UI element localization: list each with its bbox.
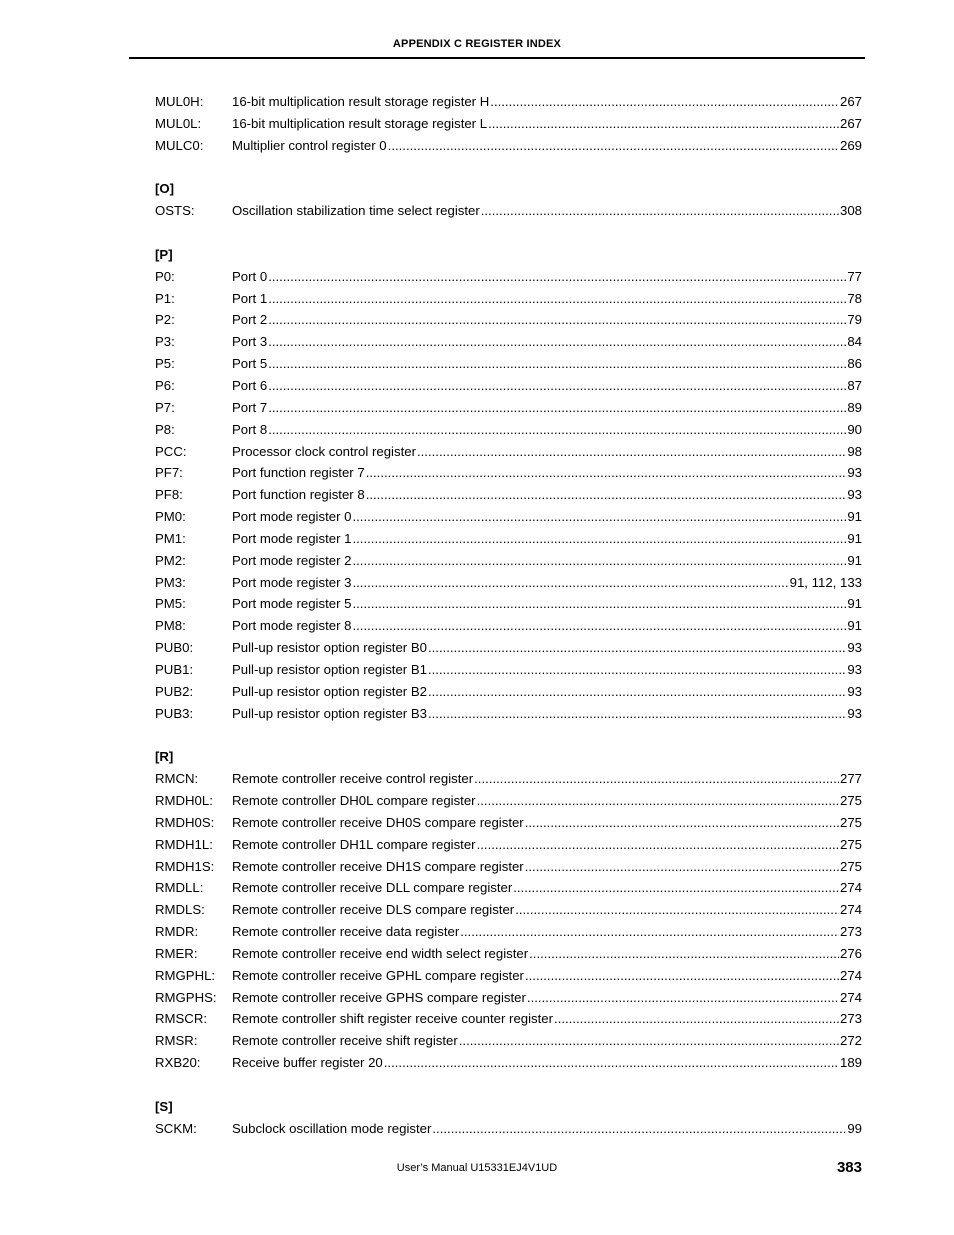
register-code: RMDLS: xyxy=(155,902,205,918)
index-entry xyxy=(155,987,862,1009)
register-description: Pull-up resistor option register B2 xyxy=(232,683,427,699)
section-gap xyxy=(155,724,862,746)
page-reference: 93 xyxy=(847,465,862,481)
page-reference: 93 xyxy=(847,705,862,721)
dot-leader xyxy=(268,309,846,331)
footer-manual-id: User’s Manual U15331EJ4V1UD xyxy=(396,1162,558,1174)
page-reference: 84 xyxy=(847,334,862,350)
register-code: MUL0L: xyxy=(155,115,202,131)
index-entry xyxy=(155,899,862,921)
dot-leader xyxy=(268,266,846,288)
index-entry xyxy=(155,135,862,157)
section-heading: [P] xyxy=(155,246,173,262)
register-code: RMDH1S: xyxy=(155,858,215,874)
register-code: P1: xyxy=(155,290,175,306)
section-gap xyxy=(155,222,862,244)
dot-leader xyxy=(525,965,839,987)
index-entry xyxy=(155,288,862,310)
register-description: Processor clock control register xyxy=(232,443,416,459)
dot-leader xyxy=(268,288,846,310)
page-reference: 274 xyxy=(839,967,862,983)
register-code: PF7: xyxy=(155,465,183,481)
page-reference: 87 xyxy=(847,377,862,393)
dot-leader xyxy=(268,353,846,375)
page-reference: 267 xyxy=(839,115,862,131)
section-heading: [S] xyxy=(155,1098,173,1114)
register-code: PUB1: xyxy=(155,661,194,677)
dot-leader xyxy=(352,572,788,594)
dot-leader xyxy=(268,375,846,397)
register-description: Remote controller receive DLS compare register xyxy=(232,902,515,918)
page-reference: 274 xyxy=(839,902,862,918)
register-description: 16-bit multiplication result storage register L xyxy=(232,115,488,131)
header-rule xyxy=(129,57,865,59)
register-description: Port 2 xyxy=(232,312,268,328)
register-code: RMDR: xyxy=(155,924,199,940)
page-reference: 78 xyxy=(847,290,862,306)
index-entry xyxy=(155,353,862,375)
register-code: RMSCR: xyxy=(155,1011,208,1027)
index-entry xyxy=(155,921,862,943)
register-code: P0: xyxy=(155,268,175,284)
register-description: Remote controller receive GPHS compare register xyxy=(232,989,526,1005)
register-description: Port mode register 0 xyxy=(232,509,352,525)
page-reference: 79 xyxy=(847,312,862,328)
dot-leader xyxy=(352,615,846,637)
register-description: Oscillation stabilization time select register xyxy=(232,203,480,219)
page-reference: 267 xyxy=(839,94,862,109)
index-entry xyxy=(155,572,862,594)
register-code: P5: xyxy=(155,356,175,372)
dot-leader xyxy=(388,135,839,157)
dot-leader xyxy=(527,987,839,1009)
register-code: PUB0: xyxy=(155,640,194,656)
register-description: Port mode register 8 xyxy=(232,618,352,634)
register-description: Remote controller DH0L compare register xyxy=(232,793,476,808)
register-description: Port 7 xyxy=(232,399,268,415)
register-code: PM3: xyxy=(155,574,186,590)
page-reference: 275 xyxy=(839,814,862,830)
dot-leader xyxy=(525,812,839,834)
dot-leader xyxy=(268,397,846,419)
register-description: Subclock oscillation mode register xyxy=(232,1120,432,1136)
dot-leader xyxy=(460,921,839,943)
register-code: SCKM: xyxy=(155,1120,197,1136)
register-code: RMSR: xyxy=(155,1033,198,1049)
register-description: Remote controller receive shift register xyxy=(232,1033,458,1049)
dot-leader xyxy=(474,768,839,790)
dot-leader xyxy=(477,790,839,812)
register-description: Port 1 xyxy=(232,290,268,306)
dot-leader xyxy=(352,550,846,572)
section-heading: [O] xyxy=(155,181,175,197)
register-description: Port mode register 3 xyxy=(232,574,352,590)
register-code: RMDLL: xyxy=(155,880,204,896)
dot-leader xyxy=(268,419,846,441)
register-description: Port 5 xyxy=(232,356,268,372)
register-code: RMGPHL: xyxy=(155,967,216,983)
dot-leader xyxy=(384,1052,839,1074)
register-description: Remote controller receive DLL compare register xyxy=(232,880,513,896)
dot-leader xyxy=(488,113,839,135)
index-entry xyxy=(155,375,862,397)
dot-leader xyxy=(481,200,839,222)
page-reference: 273 xyxy=(839,924,862,940)
page-reference: 91 xyxy=(847,618,862,634)
register-code: MULC0: xyxy=(155,137,204,153)
register-description: Port mode register 2 xyxy=(232,552,352,568)
page-reference: 77 xyxy=(847,268,862,284)
register-description: Remote controller receive end width select register xyxy=(232,945,529,961)
register-description: Port function register 8 xyxy=(232,487,365,503)
index-entry xyxy=(155,637,862,659)
register-code: PUB3: xyxy=(155,705,194,721)
register-code: PUB2: xyxy=(155,683,194,699)
page-reference: 91 xyxy=(847,530,862,546)
register-code: OSTS: xyxy=(155,203,195,219)
index-entry xyxy=(155,615,862,637)
dot-leader xyxy=(515,899,839,921)
register-code: P3: xyxy=(155,334,175,350)
dot-leader xyxy=(428,659,846,681)
section-heading: [R] xyxy=(155,749,174,765)
page-reference: 99 xyxy=(847,1120,862,1136)
page-reference: 93 xyxy=(847,487,862,503)
index-entry xyxy=(155,965,862,987)
index-entry xyxy=(155,506,862,528)
index-entry xyxy=(155,681,862,703)
dot-leader xyxy=(352,528,846,550)
index-entry xyxy=(155,397,862,419)
register-description: Port 3 xyxy=(232,334,268,350)
register-code: PCC: xyxy=(155,443,187,459)
register-code: RMGPHS: xyxy=(155,989,217,1005)
page-reference: 91, 112, 133 xyxy=(789,574,862,590)
index-entry xyxy=(155,593,862,615)
register-code: RMDH1L: xyxy=(155,836,213,852)
page-reference: 269 xyxy=(839,137,862,153)
register-code: RMER: xyxy=(155,945,198,961)
index-entry xyxy=(155,703,862,725)
dot-leader xyxy=(529,943,839,965)
register-code: P7: xyxy=(155,399,175,415)
index-entry xyxy=(155,462,862,484)
index-entry xyxy=(155,331,862,353)
page-reference: 274 xyxy=(839,880,862,896)
page-reference: 277 xyxy=(839,771,862,787)
footer-page-number: 383 xyxy=(836,1159,862,1176)
index-entry xyxy=(155,1008,862,1030)
index-entry xyxy=(155,441,862,463)
index-entry xyxy=(155,419,862,441)
dot-leader xyxy=(525,856,839,878)
dot-leader xyxy=(352,506,846,528)
dot-leader xyxy=(490,91,839,113)
dot-leader xyxy=(459,1030,839,1052)
dot-leader xyxy=(417,441,846,463)
page-header: APPENDIX C REGISTER INDEX xyxy=(392,38,562,50)
index-entry xyxy=(155,790,862,812)
register-description: Port mode register 1 xyxy=(232,530,352,546)
dot-leader xyxy=(366,484,847,506)
index-entry xyxy=(155,768,862,790)
index-entry xyxy=(155,91,862,113)
register-description: Pull-up resistor option register B3 xyxy=(232,705,427,721)
index-entry xyxy=(155,812,862,834)
index-entry xyxy=(155,528,862,550)
index-entry xyxy=(155,266,862,288)
page-reference: 98 xyxy=(847,443,862,459)
index-entry xyxy=(155,834,862,856)
dot-leader xyxy=(352,593,846,615)
register-code: RMDH0S: xyxy=(155,814,215,830)
register-description: Pull-up resistor option register B0 xyxy=(232,640,427,656)
register-code: PM2: xyxy=(155,552,186,568)
index-entry xyxy=(155,550,862,572)
register-description: Pull-up resistor option register B1 xyxy=(232,661,427,677)
register-code: P2: xyxy=(155,312,175,328)
page-reference: 93 xyxy=(847,683,862,699)
index-entry xyxy=(155,856,862,878)
index-entry xyxy=(155,200,862,222)
register-description: Remote controller DH1L compare register xyxy=(232,836,476,852)
register-description: Receive buffer register 20 xyxy=(232,1055,383,1071)
register-code: RMDH0L: xyxy=(155,793,213,808)
index-entry xyxy=(155,1030,862,1052)
register-description: Port mode register 5 xyxy=(232,596,352,612)
page-reference: 189 xyxy=(839,1055,862,1071)
register-description: Remote controller receive control register xyxy=(232,771,474,787)
register-description: Multiplier control register 0 xyxy=(232,137,387,153)
register-description: Remote controller shift register receive counter register xyxy=(232,1011,554,1027)
register-description: Remote controller receive DH1S compare register xyxy=(232,858,524,874)
register-code: PM1: xyxy=(155,530,186,546)
page-reference: 275 xyxy=(839,793,862,808)
section-gap xyxy=(155,157,862,179)
register-code: PF8: xyxy=(155,487,183,503)
index-entry xyxy=(155,1052,862,1074)
index-entry xyxy=(155,659,862,681)
register-code: RXB20: xyxy=(155,1055,201,1071)
register-description: Remote controller receive data register xyxy=(232,924,460,940)
register-description: Port 8 xyxy=(232,421,268,437)
register-description: Remote controller receive GPHL compare register xyxy=(232,967,524,983)
register-description: Remote controller receive DH0S compare register xyxy=(232,814,524,830)
page-reference: 91 xyxy=(847,596,862,612)
register-description: Port 6 xyxy=(232,377,268,393)
register-description: 16-bit multiplication result storage register H xyxy=(232,94,490,109)
dot-leader xyxy=(432,1118,846,1140)
dot-leader xyxy=(477,834,839,856)
dot-leader xyxy=(428,681,846,703)
page-reference: 308 xyxy=(839,203,862,219)
register-code: P8: xyxy=(155,421,175,437)
page-reference: 272 xyxy=(839,1033,862,1049)
index-entry xyxy=(155,484,862,506)
dot-leader xyxy=(428,637,846,659)
dot-leader xyxy=(513,877,839,899)
index-entry xyxy=(155,113,862,135)
index-entry xyxy=(155,877,862,899)
page-reference: 89 xyxy=(847,399,862,415)
index-entry xyxy=(155,309,862,331)
page-reference: 91 xyxy=(847,509,862,525)
index-entry xyxy=(155,1118,862,1140)
page-reference: 275 xyxy=(839,858,862,874)
page-reference: 91 xyxy=(847,552,862,568)
register-code: MUL0H: xyxy=(155,94,204,109)
page-reference: 93 xyxy=(847,640,862,656)
dot-leader xyxy=(268,331,846,353)
section-gap xyxy=(155,1074,862,1096)
dot-leader xyxy=(428,703,846,725)
register-code: PM0: xyxy=(155,509,186,525)
page-reference: 274 xyxy=(839,989,862,1005)
register-code: PM8: xyxy=(155,618,186,634)
register-code: PM5: xyxy=(155,596,186,612)
page-reference: 276 xyxy=(839,945,862,961)
register-index xyxy=(155,91,862,1140)
page-reference: 90 xyxy=(847,421,862,437)
page-reference: 273 xyxy=(839,1011,862,1027)
register-description: Port 0 xyxy=(232,268,268,284)
page-reference: 93 xyxy=(847,661,862,677)
index-entry xyxy=(155,943,862,965)
register-description: Port function register 7 xyxy=(232,465,365,481)
register-code: RMCN: xyxy=(155,771,199,787)
page-reference: 86 xyxy=(847,356,862,372)
dot-leader xyxy=(366,462,847,484)
dot-leader xyxy=(554,1008,839,1030)
register-code: P6: xyxy=(155,377,175,393)
page-reference: 275 xyxy=(839,836,862,852)
